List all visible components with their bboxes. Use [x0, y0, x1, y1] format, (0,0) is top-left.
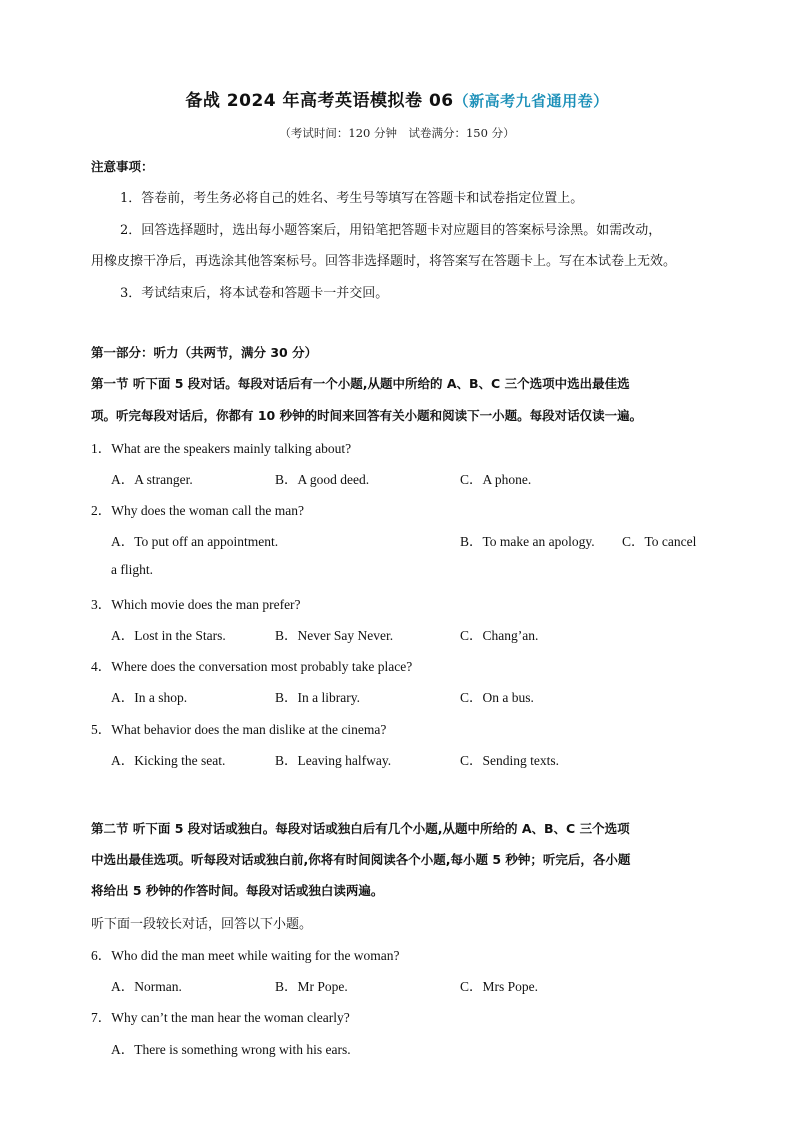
section2-instructions-cont-2: 将给出 5 秒钟的作答时间。每段对话或独白读两遍。: [91, 883, 384, 898]
question-2-option-b[interactable]: B．To make an apology.: [460, 534, 595, 549]
question-6-option-b[interactable]: B．Mr Pope.: [275, 979, 348, 994]
question-5-option-a[interactable]: A．Kicking the seat.: [111, 753, 226, 768]
question-1-option-c[interactable]: C．A phone.: [460, 472, 532, 487]
notes-item-2-cont: 用橡皮擦干净后，再选涂其他答案标号。回答非选择题时，将答案写在答题卡上。写在本试卷上无效。: [91, 254, 677, 269]
notes-item-3: 3．考试结束后，将本试卷和答题卡一并交回。: [120, 286, 389, 301]
title-subtitle: （新高考九省通用卷）: [453, 92, 609, 110]
page-title: [0, 86, 794, 111]
question-4-option-c[interactable]: C．On a bus.: [460, 690, 534, 705]
question-7-stem: 7．Why can’t the man hear the woman clearly?: [91, 1010, 350, 1025]
question-5-stem: 5．What behavior does the man dislike at the cinema?: [91, 722, 387, 737]
question-2-option-c[interactable]: C．To cancel: [622, 534, 697, 549]
question-3-stem: 3．Which movie does the man prefer?: [91, 597, 301, 612]
section1-instructions-cont: 项。听完每段对话后，你都有 10 秒钟的时间来回答有关小题和阅读下一小题。每段对话仅读一遍。: [91, 408, 643, 423]
question-6-option-c[interactable]: C．Mrs Pope.: [460, 979, 539, 994]
question-1-option-a[interactable]: A．A stranger.: [111, 472, 193, 487]
question-2-option-a[interactable]: A．To put off an appointment.: [111, 534, 279, 549]
section2-instructions: 第二节 听下面 5 段对话或独白。每段对话或独白后有几个小题,从题中所给的 A、B、C 三个选项: [91, 821, 630, 836]
question-6-option-a[interactable]: A．Norman.: [111, 979, 182, 994]
title-main: 备战 2024 年高考英语模拟卷 06: [185, 91, 454, 111]
long-dialogue-intro: 听下面一段较长对话，回答以下小题。: [91, 917, 313, 932]
question-4-option-b[interactable]: B．In a library.: [275, 690, 360, 705]
question-3-option-b[interactable]: B．Never Say Never.: [275, 628, 394, 643]
question-1-option-b[interactable]: B．A good deed.: [275, 472, 370, 487]
question-3-option-a[interactable]: A．Lost in the Stars.: [111, 628, 226, 643]
notes-heading: 注意事项：: [91, 159, 154, 174]
question-6-stem: 6．Who did the man meet while waiting for the woman?: [91, 948, 400, 963]
notes-item-1: 1．答卷前，考生务必将自己的姓名、考生号等填写在答题卡和试卷指定位置上。: [120, 191, 584, 206]
exam-info: （考试时间：120 分钟 试卷满分：150 分）: [279, 126, 515, 140]
question-2-stem: 2．Why does the woman call the man?: [91, 503, 304, 518]
notes-item-2: 2．回答选择题时，选出每小题答案后，用铅笔把答题卡对应题目的答案标号涂黑。如需改动，: [120, 223, 662, 238]
question-3-option-c[interactable]: C．Chang’an.: [460, 628, 539, 643]
question-4-option-a[interactable]: A．In a shop.: [111, 690, 188, 705]
question-4-stem: 4．Where does the conversation most probably take place?: [91, 659, 413, 674]
section2-instructions-cont-1: 中选出最佳选项。听每段对话或独白前,你将有时间阅读各个小题,每小题 5 秒钟；听完后，各小题: [91, 852, 631, 867]
question-7-option-a[interactable]: A．There is something wrong with his ears.: [111, 1042, 351, 1057]
part1-heading: 第一部分：听力（共两节，满分 30 分）: [91, 345, 318, 360]
question-2-option-c-cont: a flight.: [111, 562, 153, 577]
question-5-option-b[interactable]: B．Leaving halfway.: [275, 753, 392, 768]
question-5-option-c[interactable]: C．Sending texts.: [460, 753, 560, 768]
section1-instructions: 第一节 听下面 5 段对话。每段对话后有一个小题,从题中所给的 A、B、C 三个选项中选出最佳选: [91, 376, 630, 391]
question-1-stem: 1．What are the speakers mainly talking about?: [91, 441, 352, 456]
